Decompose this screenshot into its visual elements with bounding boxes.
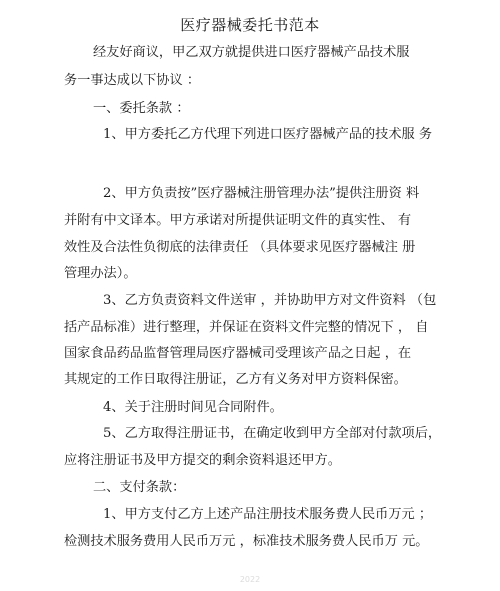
paragraph-line: 其规定的工作日取得注册证，乙方有义务对甲方资料保密。 <box>64 372 407 387</box>
paragraph-line: 5、乙方取得注册证书，在确定收到甲方全部对付款项后， <box>103 426 442 441</box>
paragraph-line: 4、关于注册时间见合同附件。 <box>103 400 283 415</box>
paragraph-line: 并附有中文译本。甲方承诺对所提供证明文件的真实性、 有 <box>64 213 412 228</box>
paragraph-line: 应将注册证书及甲方提交的剩余资料退还甲方。 <box>64 453 341 468</box>
paragraph-line: 管理办法）。 <box>64 266 137 281</box>
paragraph-line: 效性及合法性负彻底的法律责任 （具体要求见医疗器械注 册 <box>64 240 416 255</box>
section-heading: 一、委托条款 ： <box>93 101 190 116</box>
paragraph-line: 1、甲方委托乙方代理下列进口医疗器械产品的技术服 务 <box>103 127 433 142</box>
paragraph-line: 务一事达成以下协议 ： <box>64 73 201 88</box>
document-title: 医疗器械委托书范本 <box>180 16 320 34</box>
paragraph-line: 经友好商议，甲乙双方就提供进口医疗器械产品技术服 <box>93 45 410 60</box>
paragraph-line: 1、甲方支付乙方上述产品注册技术服务费人民币万元 ； <box>103 507 433 522</box>
watermark: 2022 <box>239 575 261 584</box>
paragraph-line: 3、乙方负责资料文件送审 ，并协助甲方对文件资料 （包 <box>103 293 437 308</box>
paragraph-line: 2、甲方负责按”医疗器械注册管理办法”提供注册资 料 <box>103 186 420 201</box>
paragraph-line: 括产品标准）进行整理，并保证在资料文件完整的情况下 ， 自 <box>64 320 429 335</box>
paragraph-line: 检测技术服务费用人民币万元 ，标准技术服务费人民币万 元。 <box>64 534 429 549</box>
section-heading: 二、支付条款： <box>93 480 186 495</box>
paragraph-line: 国家食品药品监督管理局医疗器械司受理该产品之日起 ，在 <box>64 346 412 361</box>
